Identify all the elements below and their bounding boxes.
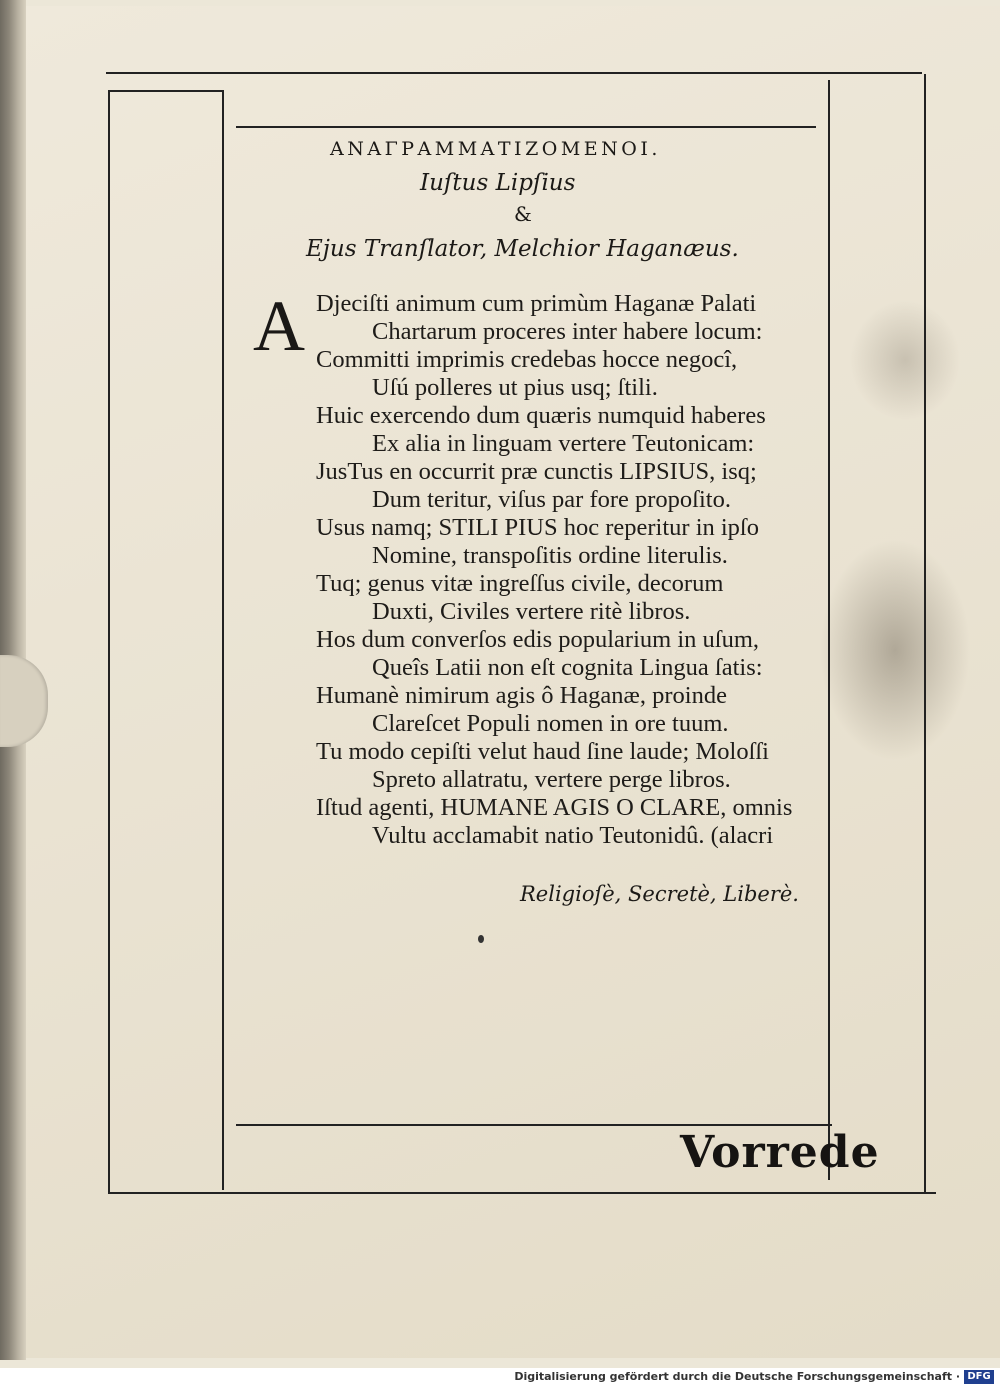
poem-line: Queîs Latii non eſt cognita Lingua ſatis: — [372, 654, 763, 681]
ampersand: & — [514, 202, 532, 226]
footer-rule — [236, 1124, 832, 1126]
poem-line: Humanè nimirum agis ô Haganæ, proinde — [316, 682, 727, 709]
poem-line: Clareſcet Populi nomen in ore tuum. — [372, 710, 729, 737]
drop-cap: A — [253, 286, 305, 366]
poem-line: Ex alia in linguam vertere Teutonicam: — [372, 430, 755, 457]
poem-line: Chartarum proceres inter habere locum: — [372, 318, 763, 345]
frame-inner-right-rule — [828, 80, 830, 1180]
poem-line: Tu modo cepiſti velut haud ſine laude; Moloſſi — [316, 738, 769, 765]
frame-top-rule — [106, 72, 922, 74]
poem-line: Spreto allatratu, vertere perge libros. — [372, 766, 731, 793]
frame-left-rule — [108, 90, 110, 1194]
anagram-heading: ΑΝΑΓΡΑΜΜΑΤΙΖΟΜΕΝΟΙ. — [330, 138, 661, 160]
frame-bottom-rule — [108, 1192, 936, 1194]
ink-smudge — [820, 540, 970, 760]
poem-line: Vultu acclamabit natio Teutonidû. (alacri — [372, 822, 774, 849]
ink-dot — [478, 935, 484, 943]
poem-line: Djeciſti animum cum primùm Haganæ Palati — [316, 290, 757, 317]
frame-right-rule — [924, 74, 926, 1192]
subject-name: Iuſtus Lipſius — [420, 170, 576, 196]
translator-line: Ejus Tranſlator, Melchior Haganæus. — [306, 236, 739, 262]
ink-smudge — [850, 300, 960, 420]
digitization-footer — [0, 1368, 1000, 1387]
poem-line: Tuq; genus vitæ ingreſſus civile, decorum — [316, 570, 724, 597]
poem-line: Uſú polleres ut pius usq; ſtili. — [372, 374, 658, 401]
poem-line: Usus namq; STILI PIUS hoc reperitur in ipſo — [316, 514, 759, 541]
motto: Religioſè, Secretè, Liberè. — [520, 882, 799, 906]
poem-line: Iſtud agenti, HUMANE AGIS O CLARE, omnis — [316, 794, 793, 821]
poem-line: Hos dum converſos edis popularium in uſum, — [316, 626, 759, 653]
poem-line: JusTus en occurrit præ cunctis LIPSIUS, isq; — [316, 458, 757, 485]
frame-inner-top-rule — [108, 90, 224, 92]
footer-credit: Digitalisierung gefördert durch die Deutsche Forschungsgemeinschaft · — [514, 1370, 960, 1383]
frame-inner-left-rule — [222, 90, 224, 1190]
poem-line: Nomine, transpoſitis ordine literulis. — [372, 542, 728, 569]
dfg-logo: DFG — [964, 1370, 994, 1384]
catchword: Vorrede — [680, 1127, 880, 1178]
poem-line: Duxti, Civiles vertere ritè libros. — [372, 598, 691, 625]
header-rule — [236, 126, 816, 128]
poem-line: Huic exercendo dum quæris numquid haberes — [316, 402, 766, 429]
poem-line: Committi imprimis credebas hocce negocî, — [316, 346, 738, 373]
poem-line: Dum teritur, viſus par fore propoſito. — [372, 486, 731, 513]
